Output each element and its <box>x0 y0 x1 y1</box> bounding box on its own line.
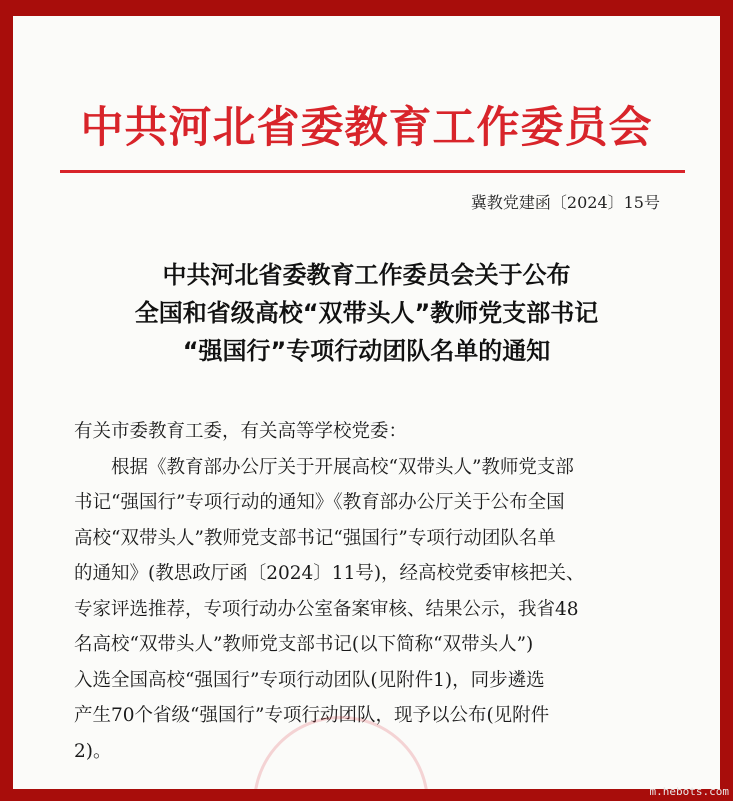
body-line: 2)。 <box>74 740 112 762</box>
body-line: 书记“强国行”专项行动的通知》《教育部办公厅关于公布全国 <box>74 492 565 513</box>
body-line: 专家评选推荐，专项行动办公室备案审核、结果公示，我省48 <box>74 598 579 620</box>
document-body <box>74 414 674 769</box>
title-line-2: 全国和省级高校“双带头人”教师党支部书记 <box>134 299 599 327</box>
letterhead-red-rule <box>60 170 685 173</box>
body-line: 高校“双带头人”教师党支部书记“强国行”专项行动团队名单 <box>74 527 556 549</box>
body-line: 产生70个省级“强国行”专项行动团队，现予以公布(见附件 <box>74 705 550 726</box>
body-line: 入选全国高校“强国行”专项行动团队(见附件1)，同步遴选 <box>74 669 545 691</box>
salutation: 有关市委教育工委，有关高等学校党委： <box>74 421 408 442</box>
document-page <box>13 16 720 789</box>
body-line: 的通知》(教思政厅函〔2024〕11号)，经高校党委审核把关、 <box>74 563 585 584</box>
document-title <box>13 256 720 370</box>
body-line: 根据《教育部办公厅关于开展高校“双带头人”教师党支部 <box>74 456 574 478</box>
title-line-1: 中共河北省委教育工作委员会关于公布 <box>162 261 571 289</box>
title-line-3: “强国行”专项行动团队名单的通知 <box>182 337 551 365</box>
letterhead-title: 中共河北省委教育工作委员会 <box>80 103 653 153</box>
body-line: 名高校“双带头人”教师党支部书记(以下简称“双带头人”) <box>74 634 534 655</box>
document-number: 冀教党建函〔2024〕15号 <box>470 193 660 212</box>
site-watermark: m.hebots.com <box>649 785 729 798</box>
